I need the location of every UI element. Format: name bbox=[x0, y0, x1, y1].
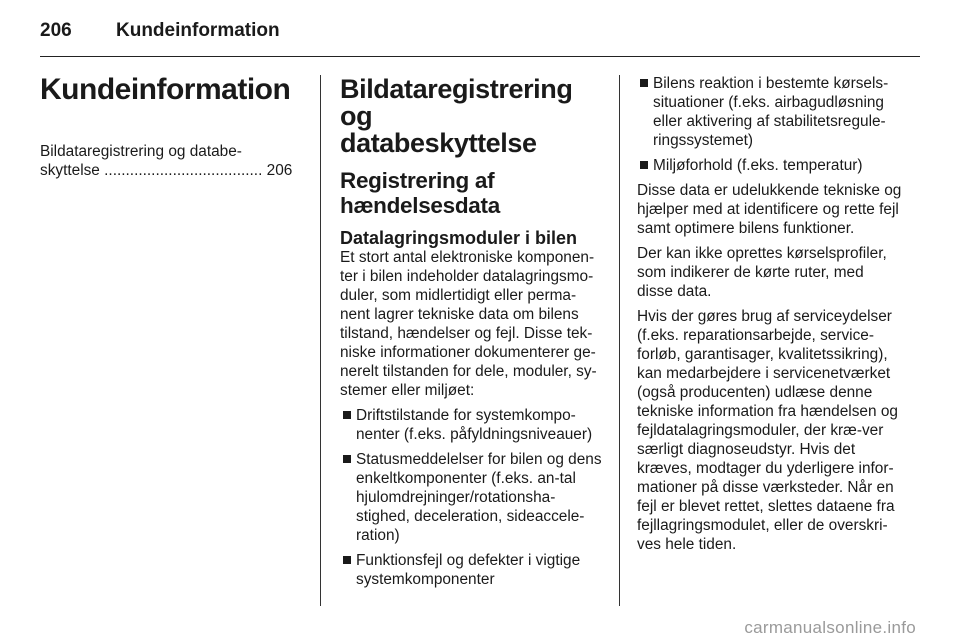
subsection-heading-line1: Registrering af bbox=[340, 168, 495, 193]
toc-entry[interactable] bbox=[40, 142, 302, 180]
body-paragraph: Hvis der gøres brug af serviceydelser (f.eks. reparationsarbejde, service-forløb, garantisager, kvalitetssikring), kan medarbejdere i servicenetværket (også producenten) udlæse denne tekniske information fra hændelsen og fejldatalagringsmoduler, der kræ-ver særligt diagnoseudstyr. Hvis det kræves, modtager du yderligere infor-mationer på disse værksteder. Når en fejl er blevet rettet, slettes dataene fra fejllagringsmodulet, eller de overskri-ves hele tiden. bbox=[637, 308, 898, 553]
bullet-text: Funktionsfejl og defekter i vigtige systemkomponenter bbox=[356, 552, 581, 588]
bullet-square-icon bbox=[640, 79, 648, 87]
bullet-item bbox=[637, 74, 903, 150]
bullet-square-icon bbox=[343, 556, 351, 564]
bullet-item bbox=[340, 551, 604, 589]
bullet-square-icon bbox=[343, 411, 351, 419]
body-paragraph: Der kan ikke oprettes kørselsprofiler, som indikerer de kørte ruter, med disse data. bbox=[637, 245, 887, 300]
section-heading-line1: Bildataregistrering og bbox=[340, 74, 573, 131]
column-divider-1 bbox=[320, 75, 321, 606]
section-heading-line2: databeskyttelse bbox=[340, 128, 537, 158]
subsection-heading-line2: hændelsesdata bbox=[340, 193, 500, 218]
bullet-text: Bilens reaktion i bestemte kørsels-situationer (f.eks. airbagudløsning eller aktivering af stabilitetsregule-ringssystemet) bbox=[653, 75, 889, 149]
column-2 bbox=[340, 74, 604, 595]
body-paragraph: Et stort antal elektroniske komponen-ter i bilen indeholder datalagringsmo-duler, som midlertidigt eller perma-nent lagrer tekniske data om bilens tilstand, hændelser og fejl. Disse tek-niske informationer dokumenterer ge-nerelt tilstanden for dele, moduler, sy-stemer eller miljøet: bbox=[340, 249, 597, 399]
bullet-square-icon bbox=[640, 161, 648, 169]
bullet-square-icon bbox=[343, 455, 351, 463]
bullet-item bbox=[340, 406, 604, 444]
subsection-heading bbox=[340, 168, 604, 218]
section-heading bbox=[340, 76, 604, 157]
topic-heading: Datalagringsmoduler i bilen bbox=[340, 228, 578, 248]
bullet-item bbox=[637, 156, 903, 175]
bullet-text: Statusmeddelelser for bilen og dens enkeltkomponenter (f.eks. an-tal hjulomdrejninger/rotationsha-stighed, deceleration, sideaccele-ration) bbox=[356, 451, 602, 544]
bullet-item bbox=[340, 450, 604, 545]
watermark: carmanualsonline.info bbox=[744, 618, 916, 637]
bullet-text: Driftstilstande for systemkompo-nenter (f.eks. påfyldningsniveauer) bbox=[356, 407, 593, 443]
running-title: Kundeinformation bbox=[116, 20, 280, 41]
column-divider-2 bbox=[619, 75, 620, 606]
body-paragraph: Disse data er udelukkende tekniske og hjælper med at identificere og rette fejl samt optimere bilens funktioner. bbox=[637, 182, 902, 237]
page-number: 206 bbox=[40, 20, 72, 41]
chapter-title: Kundeinformation bbox=[40, 73, 291, 106]
toc-entry-line1: Bildataregistrering og databe- bbox=[40, 143, 242, 160]
column-1 bbox=[40, 74, 302, 180]
toc-entry-line2: skyttelse ..................................... 206 bbox=[40, 162, 293, 179]
column-3 bbox=[637, 74, 903, 560]
bullet-text: Miljøforhold (f.eks. temperatur) bbox=[653, 157, 863, 174]
header-rule bbox=[40, 56, 920, 57]
